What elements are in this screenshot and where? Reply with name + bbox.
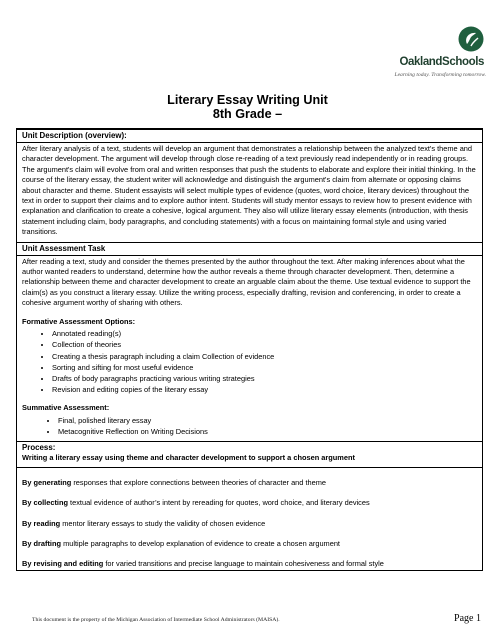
list-item: • Annotated reading(s) — [52, 328, 477, 339]
formative-list — [22, 328, 477, 395]
unit-description-text: After literary analysis of a text, students will develop an argument that demonstrates a relationship between the analyzed text's theme and character development. The argument will develop through close re-reading of a text previously read independently or in reading groups. The argument's claim will evolve from oral and written responses that push the students to elaborate and explore their initial thinking. In the course of the literary essay, the student writer will acknowledge and distinguish the argument's claim from alternate or opposing claims about character and theme. Student essayists will select multiple types of evidence (quotes, word choice, literary devices) throughout the text in order to support their claims and to explore author intent. Students will study mentor essays to review how to present evidence with explanation and clarification to create a cohesive, logical argument. They also will utilize literary essay elements (introduction, with thesis statement including claim, body paragraphs, and concluding statements) with a focus on maintaining formal style and using varied transitions. — [22, 144, 476, 237]
process-heading: Process: — [22, 443, 56, 453]
oakland-schools-logo — [374, 22, 486, 78]
process-step: By revising and editing for varied transitions and precise language to maintain cohesiveness and formal style — [22, 558, 384, 568]
unit-description-heading: Unit Description (overview): — [17, 130, 482, 143]
list-item: • Revision and editing copies of the literary essay — [52, 384, 477, 395]
process-section — [17, 441, 482, 569]
summative-heading: Summative Assessment: — [22, 403, 110, 413]
logo-tagline: Learning today. Transforming tomorrow. — [394, 72, 486, 78]
process-step: By drafting multiple paragraphs to develop explanation of evidence to create a chosen argument — [22, 538, 340, 548]
list-item: • Metacognitive Reflection on Writing Decisions — [58, 426, 477, 437]
formative-heading: Formative Assessment Options: — [22, 316, 136, 326]
summative-list — [22, 415, 477, 437]
process-subheading: Writing a literary essay using theme and character development to support a chosen argument — [22, 453, 355, 463]
process-step: By collecting textual evidence of author’s intent by rereading for quotes, word choice, and literary devices — [22, 498, 370, 508]
list-item: • Collection of theories — [52, 339, 477, 350]
logo-name: OaklandSchools — [399, 56, 484, 68]
leaf-logo-icon — [458, 26, 484, 52]
assessment-task-section — [17, 242, 482, 441]
unit-description-section — [17, 130, 482, 242]
list-item: • Sorting and sifting for most useful evidence — [52, 362, 477, 373]
process-step: By generating responses that explore connections between theories of character and theme — [22, 478, 327, 488]
list-item: • Drafts of body paragraphs practicing various writing strategies — [52, 373, 477, 384]
process-step: By reading mentor literary essays to study the validity of chosen evidence — [22, 518, 266, 528]
page-number: Page 1 — [454, 613, 481, 624]
assessment-task-text: After reading a text, study and consider the themes presented by the author throughout the text. After making inferences about what the author wanted readers to understand, determine how the author reveals a theme through character development. Then, determine a relationship between theme and character development to create an arguable claim about the theme. Use textual evidence to support the claim(s) as you construct a literary essay. Utilize the writing process, especially drafting, revision and conferencing, in order to create a cohesive argument worthy of sharing with others. — [22, 256, 471, 308]
list-item: • Creating a thesis paragraph including a claim Collection of evidence — [52, 351, 477, 362]
unit-table — [16, 128, 483, 571]
title-line-2: 8th Grade – — [212, 107, 283, 121]
footer-text: This document is the property of the Michigan Association of Intermediate School Administrators (MAISA). — [32, 617, 280, 623]
page-title — [0, 93, 495, 121]
list-item: • Final, polished literary essay — [58, 415, 477, 426]
title-line-1: Literary Essay Writing Unit — [167, 93, 328, 107]
process-steps — [17, 467, 482, 569]
assessment-task-heading: Unit Assessment Task — [17, 243, 482, 256]
